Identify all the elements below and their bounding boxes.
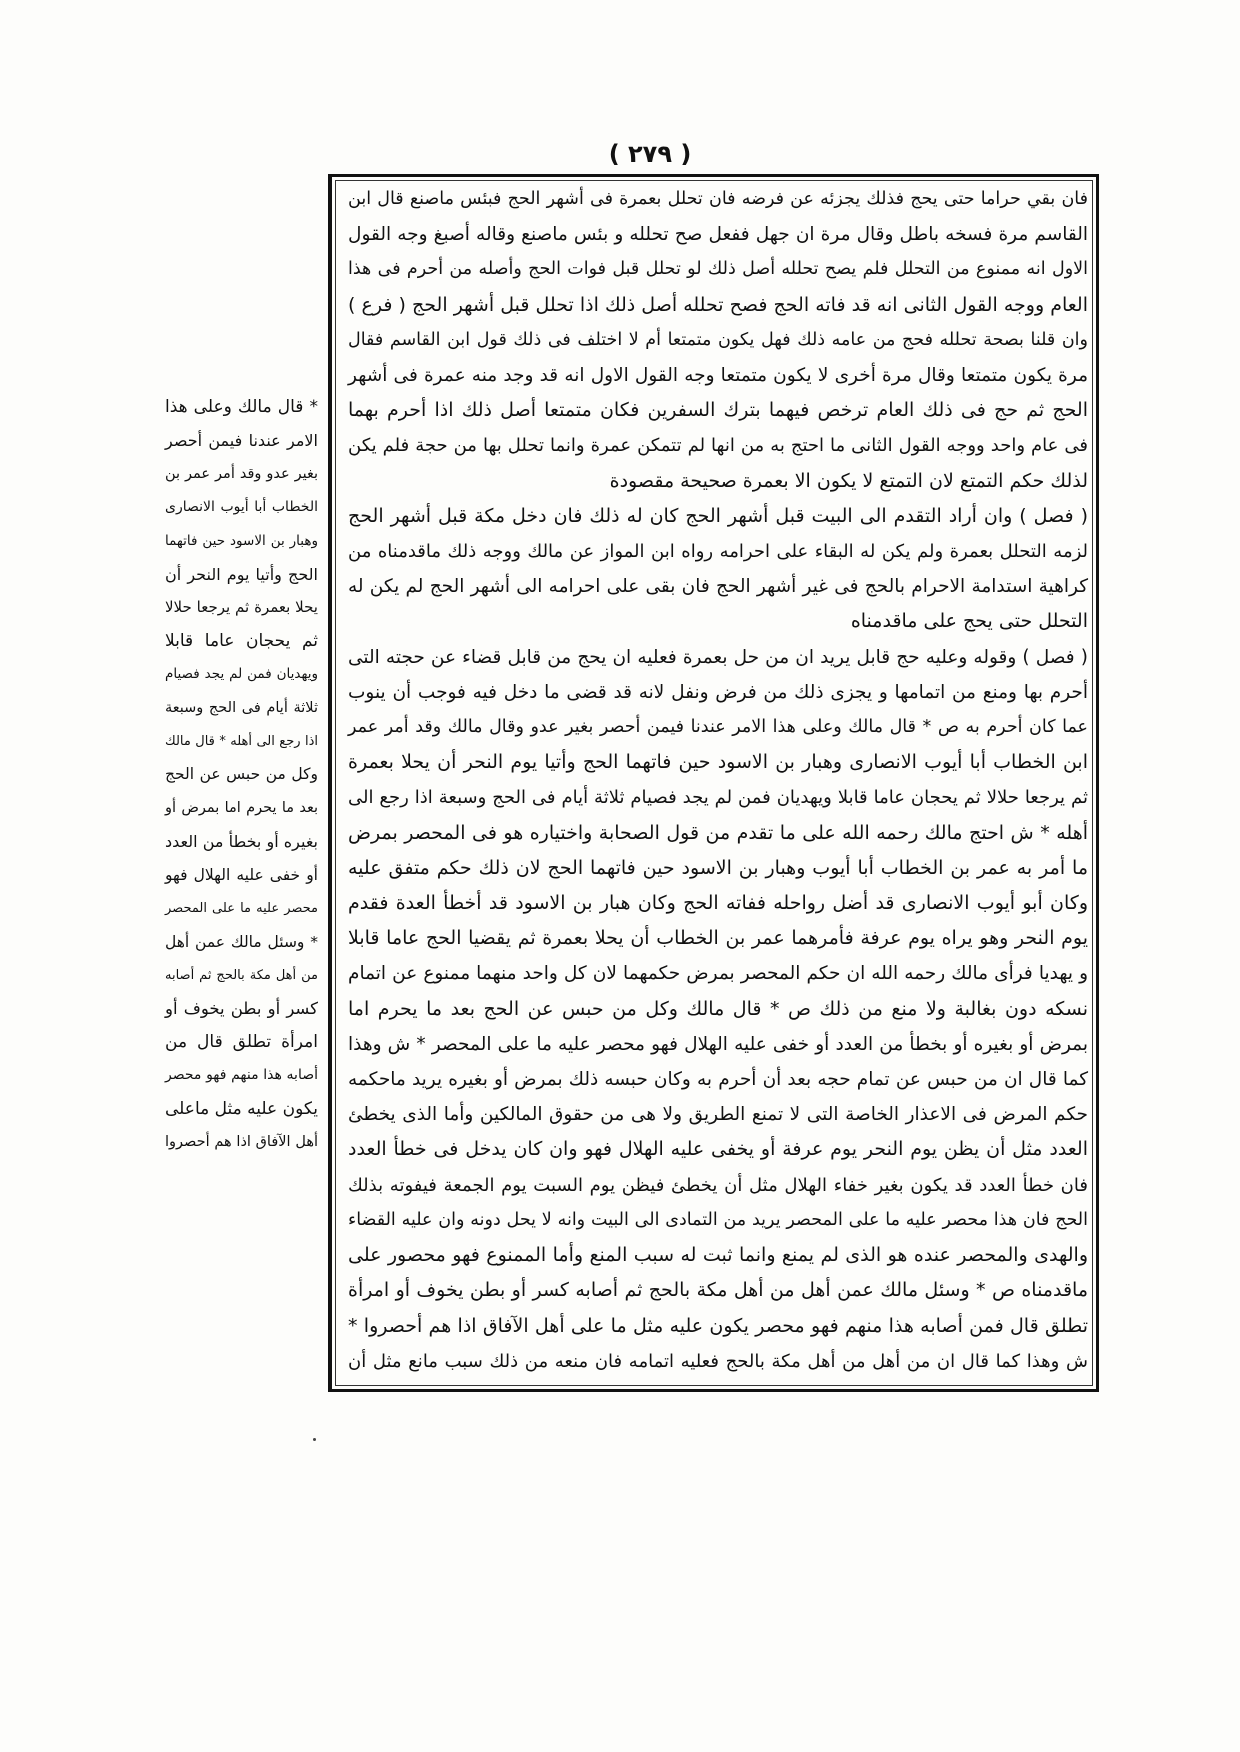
margin-note-line: بغيره أو بخطأ من العدد: [165, 832, 318, 852]
margin-note-line: امرأة تطلق قال من: [165, 1031, 318, 1052]
main-text-line: ماقدمناه ص * وسئل مالك عمن أهل من أهل مكة بالحج ثم أصابه كسر أو بطن يخوف أو امرأة: [348, 1279, 1088, 1302]
main-text-block: [348, 182, 1088, 1379]
main-text-line: مرة يكون متمتعا وقال مرة أخرى لا يكون متمتعا وجه القول الاول انه قد وجد منه عمرة فى أشهر: [348, 365, 1088, 387]
margin-note-line: ويهديان فمن لم يجد فصيام: [165, 666, 318, 683]
main-text-line: القاسم مرة فسخه باطل وقال مرة ان جهل ففعل صح تحلله و بئس ماصنع وقاله أصبغ وجه القول: [348, 224, 1088, 246]
main-text-line: فى عام واحد ووجه القول الثانى ما احتج به من انها لم تتمكن عمرة وانما تحلل بها من حجة فلم يكن: [348, 435, 1088, 457]
main-text-line: ( فصل ) وقوله وعليه حج قابل يريد ان من حل بعمرة فعليه ان يحج من قابل قضاء عن حجته التى: [348, 646, 1088, 668]
main-text-line: وكان أبو أيوب الانصارى قد أضل رواحله ففاته الحج وكان هبار بن الاسود قد أخطأ العدة فقدم: [348, 892, 1088, 915]
main-text-line: عما كان أحرم به ص * قال مالك وعلى هذا الامر عندنا فيمن أحصر بغير عدو وقال مالك وقد أمر عمر: [348, 717, 1088, 738]
margin-note-block: [165, 391, 318, 1159]
main-text-line: والهدى والمحصر عنده هو الذى لم يمنع وانما ثبت له سبب المنع وأما الممنوع فهو محصور على: [348, 1244, 1088, 1267]
margin-note-line: * قال مالك وعلى هذا: [165, 397, 318, 417]
main-text-line: العام ووجه القول الثانى انه قد فاته الحج فصح تحلله أصل ذلك اذا تحلل قبل أشهر الحج ( فرع ): [348, 293, 1088, 316]
margin-note-line: من أهل مكة بالحج ثم أصابه: [165, 967, 318, 983]
main-text-line: ( فصل ) وان أراد التقدم الى البيت قبل أشهر الحج كان له ذلك فان دخل مكة قبل أشهر الحج: [348, 504, 1088, 527]
main-text-line: كراهية استدامة الاحرام بالحج فى غير أشهر الحج فان بقى على احرامه الى أشهر الحج لم يكن له: [348, 576, 1088, 598]
margin-note-line: الحج وأتيا يوم النحر أن: [165, 565, 318, 585]
main-text-line: بمرض أو بغيره أو بخطأ من العدد أو خفى عليه الهلال فهو محصر عليه ما على المحصر * ش وهذا: [348, 1033, 1088, 1055]
main-text-line: ما أمر به عمر بن الخطاب أبا أيوب وهبار بن الاسود حين فاتهما الحج لان ذلك حكم متفق عليه: [348, 856, 1088, 879]
margin-note-line: * وسئل مالك عمن أهل: [165, 932, 318, 951]
margin-note-line: أو خفى عليه الهلال فهو: [165, 865, 318, 884]
margin-note-line: بغير عدو وقد أمر عمر بن: [165, 465, 318, 482]
main-text-line: ابن الخطاب أبا أيوب الانصارى وهبار بن الاسود حين فاتهما الحج وأتيا يوم النحر أن يحلا بعمرة: [348, 751, 1088, 774]
main-text-line: الاول انه ممنوع من التحلل فلم يصح تحلله أصل ذلك لو تحلل قبل فوات الحج وأصله من أحرم فى هذا: [348, 259, 1088, 280]
margin-note-line: اذا رجع الى أهله * قال مالك: [165, 734, 318, 750]
margin-note-line: كسر أو بطن يخوف أو: [165, 999, 318, 1019]
page-number: ( ٢٧٩ ): [608, 140, 692, 168]
main-text-line: ش وهذا كما قال ان من أهل من أهل مكة بالحج فعليه اتمامه فان منعه من ذلك سبب مانع مثل أن: [348, 1350, 1088, 1372]
margin-note-line: وكل من حبس عن الحج: [165, 765, 318, 784]
main-text-line: نسكه دون بغالبة ولا منع من ذلك ص * قال مالك وكل من حبس عن الحج بعد ما يحرم اما: [348, 997, 1088, 1020]
main-text-line: أهله * ش احتج مالك رحمه الله على ما تقدم من قول الصحابة واختياره هو فى المحصر بمرض: [348, 821, 1088, 844]
main-text-line: وان قلنا بصحة تحلله فحج من عامه ذلك فهل يكون متمتعا أم لا اختلف فى ذلك قول ابن القاسم فقال: [348, 329, 1088, 350]
margin-note-line: وهبار بن الاسود حين فاتهما: [165, 532, 318, 549]
margin-note-line: ثلاثة أيام فى الحج وسبعة: [165, 699, 318, 716]
main-text-line: تطلق قال فمن أصابه هذا منهم فهو محصر يكون عليه مثل ما على أهل الآفاق اذا هم أحصروا *: [348, 1314, 1088, 1337]
main-text-line: فان خطأ العدد قد يكون بغير خفاء الهلال مثل أن يخطئ فيظن يوم السبت يوم الجمعة فيفوته بذلك: [348, 1174, 1088, 1196]
margin-note-line: الامر عندنا فيمن أحصر: [165, 431, 318, 451]
margin-note-line: ثم يحجان عاما قابلا: [165, 630, 318, 651]
main-text-line: التحلل حتى يحج على ماقدمناه: [850, 610, 1088, 633]
margin-note-line: يكون عليه مثل ماعلى: [165, 1098, 318, 1119]
main-text-line: لزمه التحلل بعمرة ولم يكن له البقاء على احرامه رواه ابن المواز عن مالك ووجه ذلك ماقدمناه من: [348, 541, 1088, 563]
margin-note-line: يحلا بعمرة ثم يرجعا حلالا: [165, 598, 318, 617]
margin-note-line: أصابه هذا منهم فهو محصر: [165, 1067, 318, 1084]
main-text-line: كما قال ان من حبس عن تمام حجه بعد أن أحرم به وكان حبسه ذلك بمرض أو بغيره يريد ماحكمه: [348, 1069, 1088, 1091]
main-text-line: العدد مثل أن يظن يوم النحر يوم عرفة أو يخفى عليه الهلال فهو وان كان يدخل فى خطأ العدد: [348, 1138, 1088, 1161]
main-text-line: الحج فان هذا محصر عليه ما على المحصر يريد من التمادى الى البيت وانه لا يحل دونه وان عليه القضاء: [348, 1209, 1088, 1230]
margin-note-line: أهل الآفاق اذا هم أحصروا: [165, 1133, 318, 1150]
margin-note-line: بعد ما يحرم اما بمرض أو: [165, 799, 318, 816]
margin-note-line: الخطاب أبا أيوب الانصارى: [165, 499, 318, 516]
main-text-line: أحرم بها ومنع من اتمامها و يجزى ذلك من فرض ونفل لانه قد قضى ما دخل فيه فوجب أن ينوب: [348, 681, 1088, 703]
ink-speck: [313, 1438, 316, 1441]
main-text-line: لذلك حكم التمتع لان التمتع لا يكون الا بعمرة صحيحة مقصودة: [609, 469, 1088, 492]
margin-note-line: محصر عليه ما على المحصر: [165, 901, 318, 917]
main-text-line: ثم يرجعا حلالا ثم يحجان عاما قابلا ويهديان فمن لم يجد فصيام ثلاثة أيام فى الحج وسبعة اذا رجع الى: [348, 787, 1088, 809]
main-text-line: فان بقي حراما حتى يحج فذلك يجزئه عن فرضه فان تحلل بعمرة فى أشهر الحج فبئس ماصنع قال ابن: [348, 189, 1088, 209]
main-text-line: يوم النحر وهو يراه يوم عرفة فأمرهما عمر بن الخطاب أن يحلا بعمرة ثم يقضيا الحج عاما قابلا: [348, 927, 1088, 950]
main-text-line: الحج ثم حج فى ذلك العام ترخص فيهما بترك السفرين فكان متمتعا أصل ذلك اذا أحرم بهما: [348, 399, 1088, 422]
main-text-line: و يهديا فرأى مالك رحمه الله ان حكم المحصر بمرض حكمهما لان كل واحد منهما ممنوع عن اتمام: [348, 963, 1088, 985]
main-text-line: حكم المرض فى الاعذار الخاصة التى لا تمنع الطريق ولا هى من حقوق المالكين وأما الذى يخطئ: [348, 1104, 1088, 1126]
